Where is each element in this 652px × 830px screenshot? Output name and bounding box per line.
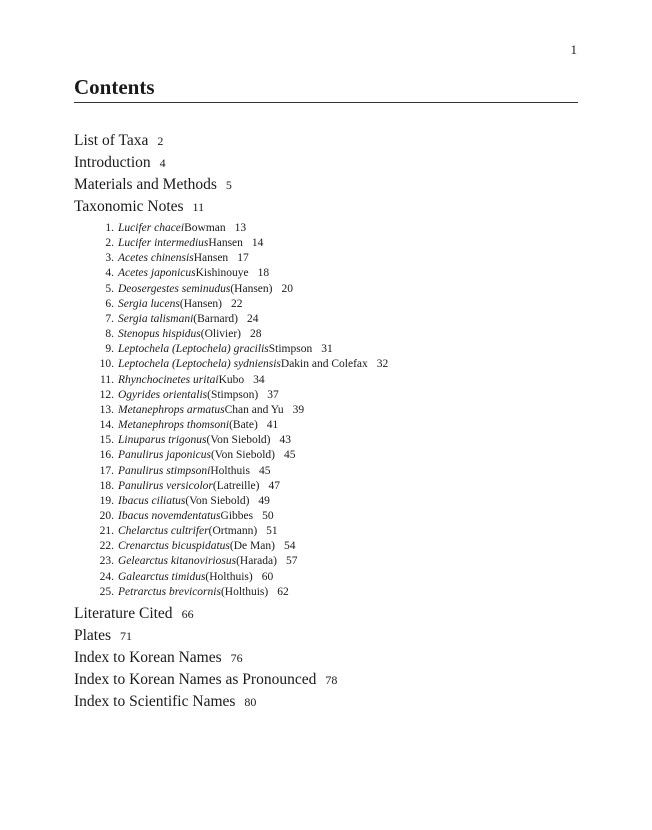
taxon-entry[interactable] — [74, 236, 578, 251]
taxon-name: Metanephrops thomsoni — [118, 419, 230, 432]
taxon-page: 54 — [283, 540, 296, 553]
taxon-name: Panulirus japonicus — [118, 449, 211, 462]
taxon-page: 20 — [281, 282, 293, 295]
taxon-authority: (Von Siebold) — [206, 434, 271, 447]
taxon-authority: Gibbes — [220, 509, 254, 522]
taxon-name: Petrarctus brevicornis — [118, 585, 221, 598]
taxon-name: Galearctus timidus — [118, 570, 206, 583]
taxon-number: 6. — [105, 297, 114, 310]
taxon-page: 47 — [268, 479, 280, 492]
taxon-entry[interactable] — [74, 251, 578, 266]
taxon-authority: Holthuis — [210, 464, 250, 477]
taxon-authority: (Harada) — [236, 555, 277, 568]
taxon-authority: (Von Siebold) — [210, 449, 275, 462]
taxon-authority: Hansen — [193, 252, 229, 265]
taxon-number: 17. — [99, 464, 114, 477]
taxon-entry[interactable] — [74, 342, 578, 357]
taxon-name: Deosergestes seminudus — [118, 282, 231, 295]
taxon-page: 14 — [251, 237, 264, 250]
taxon-page: 41 — [266, 419, 279, 432]
taxon-entry[interactable] — [74, 524, 578, 539]
taxon-authority: (Stimpson) — [207, 388, 259, 401]
toc-entry-page: 2 — [157, 134, 164, 148]
toc-entry-title: Index to Korean Names — [74, 649, 222, 666]
taxon-entry[interactable] — [74, 494, 578, 509]
toc-entry-title: Index to Scientific Names — [74, 693, 236, 710]
taxon-entry[interactable] — [74, 403, 578, 418]
toc-entry-literature-cited[interactable] — [74, 603, 578, 625]
toc-entry-plates[interactable] — [74, 625, 578, 647]
taxon-name: Ibacus novemdentatus — [118, 509, 221, 522]
taxon-entry[interactable] — [74, 554, 578, 569]
toc-entry-taxonomic-notes[interactable] — [74, 196, 578, 218]
taxon-page: 17 — [237, 252, 249, 265]
taxon-number: 23. — [99, 555, 114, 568]
taxon-number: 18. — [99, 479, 114, 492]
taxon-authority: (Olivier) — [200, 328, 241, 341]
taxon-name: Sergia talismani — [118, 312, 194, 325]
toc-entry-title: Taxonomic Notes — [74, 198, 184, 215]
taxon-entry[interactable] — [74, 464, 578, 479]
toc-entry-page: 76 — [230, 651, 243, 665]
taxon-page: 60 — [261, 570, 274, 583]
taxon-entry[interactable] — [74, 373, 578, 388]
taxon-authority: (De Man) — [229, 540, 275, 553]
taxon-entry[interactable] — [74, 221, 578, 236]
toc-entry-page: 4 — [159, 156, 166, 170]
toc-entry-materials-and-methods[interactable] — [74, 174, 578, 196]
taxon-number: 12. — [99, 388, 114, 401]
toc-entry-title: Literature Cited — [74, 605, 173, 622]
taxon-name: Metanephrops armatus — [118, 403, 225, 416]
taxon-page: 22 — [231, 297, 243, 310]
taxon-name: Panulirus versicolor — [118, 479, 213, 492]
taxon-number: 22. — [99, 540, 114, 553]
toc-entry-title: Materials and Methods — [74, 176, 217, 193]
taxon-authority: Kishinouye — [195, 267, 249, 280]
taxon-name: Ibacus ciliatus — [118, 494, 186, 507]
taxon-page: 49 — [258, 494, 270, 507]
toc-entry-title: Index to Korean Names as Pronounced — [74, 671, 317, 688]
taxon-page: 28 — [249, 328, 262, 341]
taxon-number: 2. — [105, 237, 114, 250]
taxon-entry[interactable] — [74, 282, 578, 297]
taxon-entry[interactable] — [74, 433, 578, 448]
taxon-page: 39 — [292, 403, 305, 416]
taxon-authority: Stimpson — [268, 343, 313, 356]
taxon-name: Rhynchocinetes uritai — [118, 373, 219, 386]
taxon-page: 24 — [247, 312, 259, 325]
toc-entry-introduction[interactable] — [74, 152, 578, 174]
taxon-authority: (Bate) — [229, 419, 258, 432]
taxon-name: Stenopus hispidus — [118, 328, 201, 341]
toc-entry-page: 66 — [181, 607, 194, 621]
taxon-number: 15. — [99, 434, 114, 447]
toc-entry-page: 80 — [244, 695, 257, 709]
toc-entry-page: 11 — [192, 200, 205, 214]
taxon-entry[interactable] — [74, 388, 578, 403]
toc-entry-index-korean-pronounced[interactable] — [74, 669, 578, 691]
taxon-name: Lucifer chacei — [118, 222, 185, 234]
taxon-number: 8. — [105, 328, 114, 341]
taxon-number: 10. — [99, 358, 114, 371]
taxon-name: Leptochela (Leptochela) gracilis — [118, 343, 269, 356]
taxon-number: 11. — [100, 373, 114, 386]
taxon-entry[interactable] — [74, 539, 578, 554]
taxon-authority: (Ortmann) — [208, 525, 258, 538]
taxon-page: 32 — [376, 358, 389, 371]
taxon-authority: Hansen — [208, 237, 243, 250]
taxon-name: Panulirus stimpsoni — [118, 464, 211, 477]
taxon-page: 45 — [258, 464, 271, 477]
taxon-authority: Chan and Yu — [224, 403, 284, 416]
taxon-number: 13. — [99, 403, 114, 416]
taxon-number: 16. — [99, 449, 114, 462]
taxon-entry[interactable] — [74, 312, 578, 327]
toc-main-top — [74, 130, 578, 218]
taxon-number: 1. — [105, 222, 114, 234]
taxon-page: 50 — [262, 509, 274, 522]
taxon-entry[interactable] — [74, 297, 578, 312]
toc-entry-index-korean-names[interactable] — [74, 647, 578, 669]
taxon-name: Lucifer intermedius — [118, 237, 209, 250]
toc-entry-list-of-taxa[interactable] — [74, 130, 578, 152]
taxon-number: 20. — [99, 509, 114, 522]
taxon-authority: (Holthuis) — [205, 570, 253, 583]
toc-entry-index-scientific-names[interactable] — [74, 691, 578, 713]
taxon-page: 57 — [285, 555, 298, 568]
taxon-entry[interactable] — [74, 570, 578, 585]
taxon-page: 43 — [279, 434, 292, 447]
taxon-number: 21. — [99, 525, 114, 538]
taxon-entry[interactable] — [74, 266, 578, 281]
toc-entry-page: 5 — [225, 178, 232, 192]
taxon-entry[interactable] — [74, 509, 578, 524]
taxon-name: Acetes japonicus — [118, 267, 196, 280]
taxon-entry[interactable] — [74, 418, 578, 433]
taxon-authority: (Hansen) — [179, 297, 223, 310]
taxon-name: Leptochela (Leptochela) sydniensis — [118, 358, 281, 371]
taxon-authority: (Latreille) — [212, 479, 260, 492]
taxon-number: 5. — [105, 282, 114, 295]
taxon-page: 37 — [267, 388, 279, 401]
taxon-name: Acetes chinensis — [118, 252, 194, 265]
taxon-authority: (Holthuis) — [220, 585, 269, 598]
taxon-authority: Kubo — [218, 373, 245, 386]
taxon-authority: (Von Siebold) — [185, 494, 250, 507]
taxon-number: 25. — [99, 585, 114, 598]
taxon-page: 31 — [321, 343, 333, 356]
taxon-page: 18 — [257, 267, 270, 280]
taxon-page: 45 — [283, 449, 296, 462]
toc-entry-title: Plates — [74, 627, 112, 644]
taxon-page: 51 — [266, 525, 278, 538]
taxon-name: Linuparus trigonus — [118, 434, 207, 447]
taxon-entry[interactable] — [74, 357, 578, 372]
taxon-number: 4. — [105, 267, 114, 280]
taxon-number: 7. — [105, 312, 114, 325]
taxon-entry[interactable] — [74, 327, 578, 342]
taxon-name: Sergia lucens — [118, 297, 180, 310]
taxon-page: 13 — [234, 222, 247, 234]
toc-entry-page: 71 — [120, 629, 133, 643]
taxon-entry[interactable] — [74, 448, 578, 463]
taxon-entry[interactable] — [74, 585, 578, 600]
taxon-number: 3. — [105, 252, 114, 265]
taxon-authority: (Hansen) — [230, 282, 273, 295]
toc-entry-title: Introduction — [74, 154, 151, 171]
taxon-name: Gelearctus kitanoviriosus — [118, 555, 237, 568]
taxon-name: Ogyrides orientalis — [118, 388, 208, 401]
taxon-number: 9. — [105, 343, 114, 356]
taxon-number: 19. — [99, 494, 114, 507]
toc-entry-title: List of Taxa — [74, 132, 149, 149]
taxon-authority: Bowman — [184, 222, 226, 234]
toc-entry-page: 78 — [325, 673, 338, 687]
taxon-authority: (Barnard) — [193, 312, 238, 325]
contents-heading: Contents — [74, 74, 578, 103]
taxon-name: Crenarctus bicuspidatus — [118, 540, 230, 553]
taxon-number: 14. — [99, 419, 114, 432]
taxa-list — [74, 221, 578, 600]
toc-main-bottom — [74, 603, 578, 713]
taxon-name: Chelarctus cultrifer — [118, 525, 209, 538]
taxon-number: 24. — [99, 570, 114, 583]
taxon-page: 34 — [253, 373, 265, 386]
taxon-entry[interactable] — [74, 479, 578, 494]
taxon-authority: Dakin and Colefax — [280, 358, 368, 371]
page-number: 1 — [570, 42, 577, 57]
taxon-page: 62 — [277, 585, 289, 598]
